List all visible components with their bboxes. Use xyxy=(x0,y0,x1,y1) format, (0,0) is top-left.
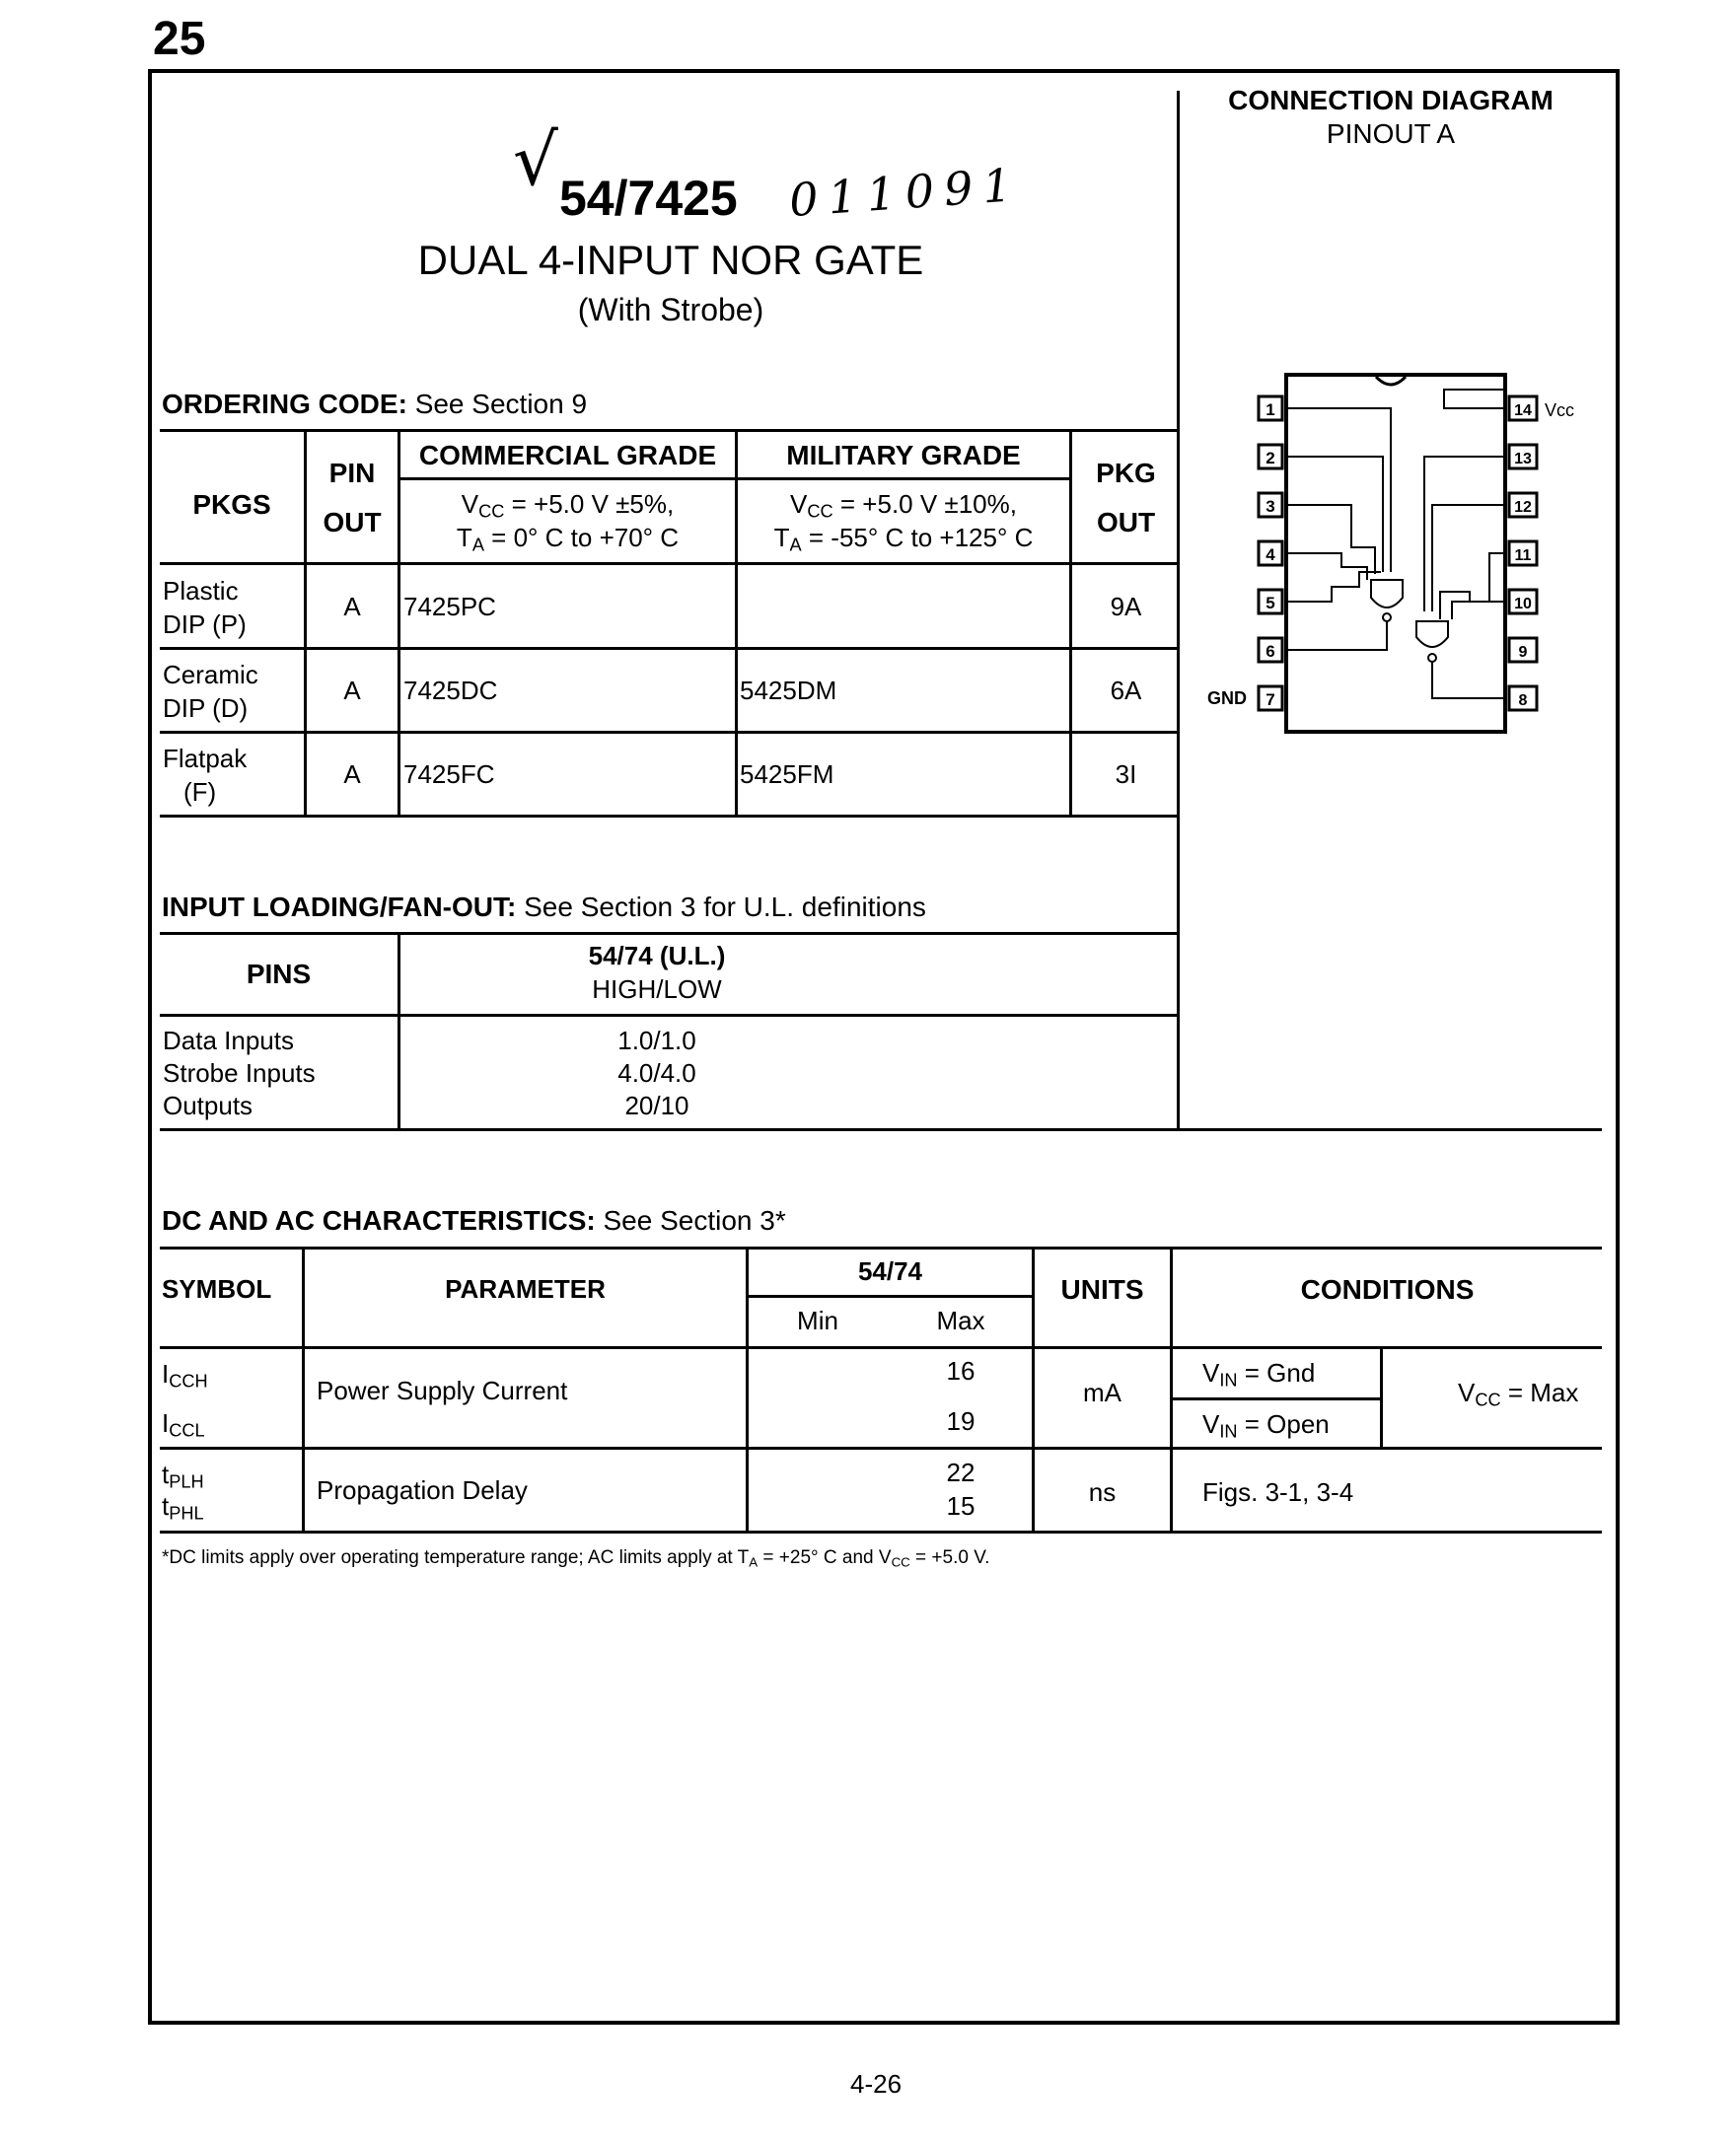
chip-notch xyxy=(1376,377,1406,385)
sub: CC xyxy=(807,501,833,522)
col-conditions: CONDITIONS xyxy=(1300,1274,1475,1305)
pin-label: 13 xyxy=(1514,451,1532,467)
rule xyxy=(160,562,1180,565)
val: = Gnd xyxy=(1237,1358,1316,1388)
loading-value: 1.0/1.0 xyxy=(617,1026,696,1055)
pkg-out: 3I xyxy=(1115,759,1137,789)
pkg-name: Plastic xyxy=(163,576,239,606)
col-pin: PIN xyxy=(328,458,376,488)
symbol-tplh xyxy=(162,1460,204,1493)
symbol-iccl xyxy=(162,1408,205,1442)
col-min: Min xyxy=(797,1306,838,1335)
dcac-heading xyxy=(162,1205,786,1237)
pin-out: A xyxy=(343,759,361,789)
commercial-code: 7425FC xyxy=(403,759,495,789)
footnote xyxy=(162,1547,989,1569)
col-units: UNITS xyxy=(1060,1274,1144,1305)
col-highlow: HIGH/LOW xyxy=(592,974,722,1004)
rule xyxy=(746,1247,749,1533)
parameter: Propagation Delay xyxy=(317,1475,528,1505)
pin-label: 9 xyxy=(1518,644,1528,661)
pin-out: A xyxy=(343,676,361,705)
pkg-out: 6A xyxy=(1110,676,1142,705)
sub: IN xyxy=(1219,1370,1238,1391)
page-number-bottom: 4-26 xyxy=(850,2069,903,2099)
sym: t xyxy=(162,1491,170,1521)
val: = Max xyxy=(1500,1378,1579,1407)
sub: PLH xyxy=(169,1471,204,1492)
pin-label: 3 xyxy=(1266,497,1275,516)
rule xyxy=(1172,1397,1382,1400)
rule xyxy=(398,429,400,817)
sub: IN xyxy=(1219,1421,1238,1442)
pkg-out: 9A xyxy=(1110,592,1142,621)
sub: CC xyxy=(1475,1390,1501,1410)
pin-label: 14 xyxy=(1514,402,1532,419)
col-pkg-out: OUT xyxy=(1096,507,1156,537)
page-number-top: 25 xyxy=(153,13,206,65)
sym: I xyxy=(162,1408,170,1438)
conditions: Figs. 3-1, 3-4 xyxy=(1202,1477,1354,1507)
col-military: MILITARY GRADE xyxy=(786,440,1021,470)
pin-label: 2 xyxy=(1266,449,1275,467)
loading-pin: Strobe Inputs xyxy=(163,1058,316,1088)
sym: V xyxy=(1202,1358,1220,1388)
col-commercial: COMMERCIAL GRADE xyxy=(418,440,717,470)
left-pins xyxy=(1259,396,1282,710)
rule xyxy=(160,1128,1602,1131)
commercial-code: 7425DC xyxy=(403,676,498,705)
pin-label: 1 xyxy=(1266,400,1275,419)
val: = +5.0 V ±10%, xyxy=(832,489,1017,519)
pin-label: 10 xyxy=(1514,596,1532,612)
max-value: 19 xyxy=(946,1406,976,1436)
symbol-icch xyxy=(162,1359,208,1393)
connection-heading: CONNECTION DIAGRAM xyxy=(1228,85,1554,115)
pkg-name: (F) xyxy=(183,777,217,807)
val: = Open xyxy=(1237,1409,1330,1439)
sub: CC xyxy=(478,501,505,522)
pin-label: 8 xyxy=(1518,692,1528,709)
pkg-name: Ceramic xyxy=(163,660,258,689)
sub: CCH xyxy=(169,1371,208,1392)
sub: CCL xyxy=(169,1420,205,1441)
val: = 0° C to +70° C xyxy=(483,523,680,552)
pin-label: 7 xyxy=(1266,690,1275,709)
pkg-name: DIP (D) xyxy=(163,693,249,723)
rule xyxy=(160,731,1180,734)
vcc-label: Vcc xyxy=(1545,400,1575,420)
ordering-code-heading xyxy=(162,389,587,420)
rule xyxy=(160,1247,1602,1250)
loading-pin: Data Inputs xyxy=(163,1026,294,1055)
ordering-code-label: ORDERING CODE: xyxy=(162,389,407,419)
rule xyxy=(160,815,1180,818)
pkg-name: DIP (P) xyxy=(163,609,247,639)
pin-label: 11 xyxy=(1514,547,1532,564)
sym: V xyxy=(461,489,479,519)
col-pkg: PKG xyxy=(1096,458,1156,488)
loading-value: 4.0/4.0 xyxy=(617,1058,696,1088)
sym: V xyxy=(1458,1378,1476,1407)
sym: T xyxy=(773,523,790,552)
sym: V xyxy=(878,1547,892,1568)
sym: V xyxy=(790,489,808,519)
rule xyxy=(160,429,1180,432)
loading-pin: Outputs xyxy=(163,1091,253,1120)
rule xyxy=(160,1014,1180,1017)
commercial-vcc xyxy=(400,489,735,523)
loading-value: 20/10 xyxy=(624,1091,689,1120)
max-value: 22 xyxy=(946,1458,976,1487)
max-value: 16 xyxy=(946,1356,976,1386)
sym: V xyxy=(1202,1409,1220,1439)
commercial-ta xyxy=(400,523,735,556)
sub: A xyxy=(789,535,802,555)
sub: PHL xyxy=(169,1503,204,1524)
pkg-name: Flatpak xyxy=(163,744,248,773)
parameter: Power Supply Current xyxy=(317,1376,568,1405)
loading-ref: See Section 3 for U.L. definitions xyxy=(524,892,926,922)
col-symbol: SYMBOL xyxy=(162,1274,272,1304)
col-parameter: PARAMETER xyxy=(445,1274,606,1304)
pin-label: 5 xyxy=(1266,594,1275,612)
connection-subheading: PINOUT A xyxy=(1326,118,1456,149)
ordering-code-ref: See Section 9 xyxy=(414,389,588,419)
rule xyxy=(160,932,1180,935)
device-name: DUAL 4-INPUT NOR GATE xyxy=(417,237,924,283)
footnote-text: *DC limits apply over operating temperature range; AC limits apply at xyxy=(162,1547,738,1568)
rule xyxy=(748,1295,1034,1298)
rule xyxy=(1380,1346,1383,1449)
part-number: 54/7425 xyxy=(559,171,738,226)
sym: t xyxy=(162,1460,170,1489)
sub: CC xyxy=(891,1554,910,1570)
pin-label: 6 xyxy=(1266,642,1275,661)
pin-out: A xyxy=(343,592,361,621)
loading-heading xyxy=(162,892,926,923)
sym: I xyxy=(162,1359,170,1389)
col-pkgs: PKGS xyxy=(192,489,271,520)
dcac-ref: See Section 3* xyxy=(603,1205,786,1236)
condition-vcc-max xyxy=(1458,1378,1578,1411)
col-family: 54/74 xyxy=(857,1256,923,1286)
rule xyxy=(160,1346,1602,1349)
commercial-code: 7425PC xyxy=(403,592,496,621)
military-code: 5425FM xyxy=(740,759,834,789)
footnote-text: = +25° C and xyxy=(758,1547,879,1568)
rule xyxy=(160,1531,1602,1534)
units: ns xyxy=(1088,1477,1117,1507)
col-pins: PINS xyxy=(246,959,312,989)
military-code: 5425DM xyxy=(740,676,837,705)
handwritten-note: 011091 xyxy=(787,157,1024,228)
condition-vin-gnd xyxy=(1202,1358,1315,1392)
sym: T xyxy=(456,523,472,552)
pinout-diagram xyxy=(1194,365,1608,740)
sub: A xyxy=(471,535,484,555)
rule xyxy=(735,429,738,817)
condition-vin-open xyxy=(1202,1409,1330,1443)
col-pin-out: OUT xyxy=(323,507,382,537)
dcac-label: DC AND AC CHARACTERISTICS: xyxy=(162,1205,596,1236)
symbol-tphl xyxy=(162,1491,204,1525)
col-ul: 54/74 (U.L.) xyxy=(588,941,726,970)
military-vcc xyxy=(738,489,1069,523)
handwritten-checkmark: √ xyxy=(513,118,558,201)
right-pins xyxy=(1509,396,1537,710)
device-subtitle: (With Strobe) xyxy=(577,292,764,327)
sub: A xyxy=(749,1554,759,1570)
footnote-text: = +5.0 V. xyxy=(909,1547,990,1568)
loading-label: INPUT LOADING/FAN-OUT: xyxy=(162,892,517,922)
rule xyxy=(160,1447,1602,1450)
units: mA xyxy=(1083,1378,1121,1407)
max-value: 15 xyxy=(946,1491,976,1521)
gnd-label: GND xyxy=(1207,688,1247,708)
rule xyxy=(160,647,1180,650)
gate-b-wiring xyxy=(1416,390,1505,698)
pin-label: 12 xyxy=(1514,499,1532,516)
sym: T xyxy=(737,1547,750,1568)
pin-label: 4 xyxy=(1266,545,1275,564)
val: = -55° C to +125° C xyxy=(801,523,1034,552)
military-ta xyxy=(738,523,1069,556)
val: = +5.0 V ±5%, xyxy=(504,489,675,519)
gate-a-wiring xyxy=(1286,408,1403,650)
col-max: Max xyxy=(936,1306,985,1335)
